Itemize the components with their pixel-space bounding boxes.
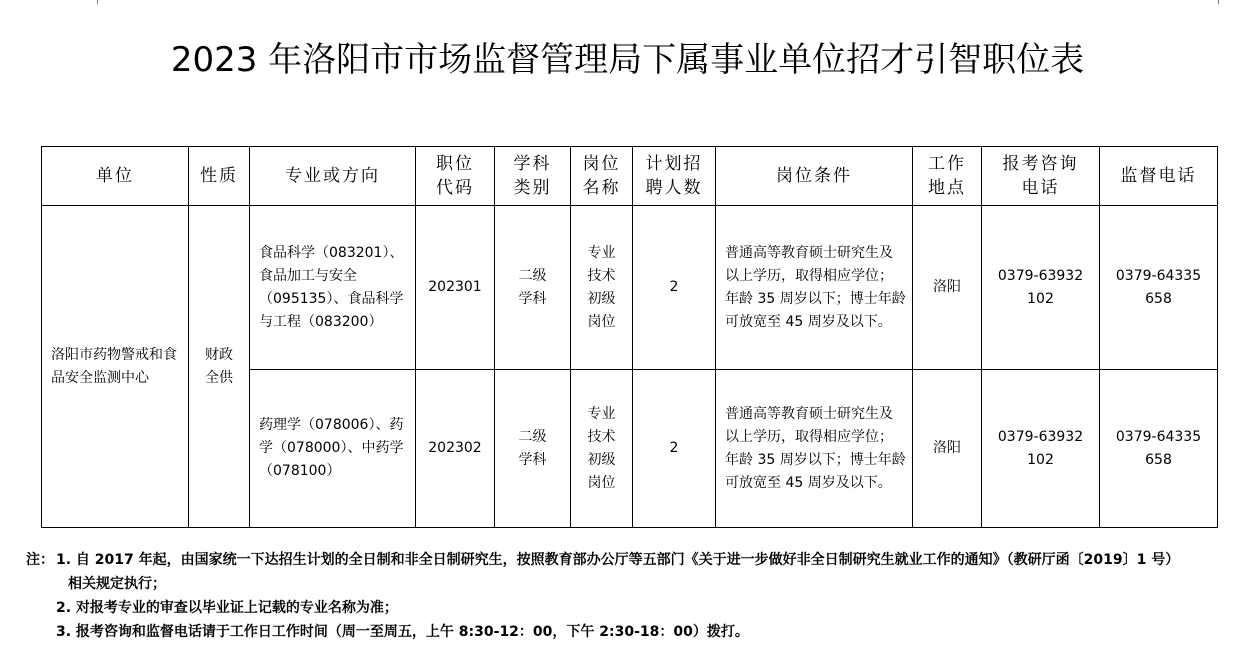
nature-cell: 财政全供 (189, 206, 250, 528)
post-name-cell: 专业技术初级岗位 (571, 370, 633, 528)
note-item-2 (26, 596, 1241, 620)
table-row (42, 206, 1218, 370)
job-table (41, 146, 1218, 528)
header-subject: 学科类别 (495, 147, 571, 206)
header-location: 工作地点 (913, 147, 982, 206)
crop-mark-left (97, 0, 98, 4)
header-phone: 报考咨询电话 (982, 147, 1100, 206)
notes-section (26, 548, 1241, 644)
major-cell: 药理学（078006）、药学（078000）、中药学（078100） (250, 370, 416, 528)
document-title: 2023 年洛阳市市场监督管理局下属事业单位招才引智职位表 (170, 40, 1085, 80)
header-supervise: 监督电话 (1100, 147, 1218, 206)
crop-mark-right (1218, 0, 1219, 4)
header-post-name: 岗位名称 (571, 147, 633, 206)
post-name-cell: 专业技术初级岗位 (571, 206, 633, 370)
unit-cell: 洛阳市药物警戒和食品安全监测中心 (42, 206, 189, 528)
supervise-cell: 0379-64335658 (1100, 370, 1218, 528)
phone-cell: 0379-63932102 (982, 370, 1100, 528)
header-nature: 性质 (189, 147, 250, 206)
header-unit: 单位 (42, 147, 189, 206)
conditions-cell: 普通高等教育硕士研究生及以上学历，取得相应学位；年龄 35 周岁以下；博士年龄可放宽至 45 周岁及以下。 (716, 206, 913, 370)
header-code: 职位代码 (416, 147, 495, 206)
code-cell: 202301 (416, 206, 495, 370)
phone-cell: 0379-63932102 (982, 206, 1100, 370)
location-cell: 洛阳 (913, 370, 982, 528)
supervise-cell: 0379-64335658 (1100, 206, 1218, 370)
subject-cell: 二级学科 (495, 206, 571, 370)
code-cell: 202302 (416, 370, 495, 528)
location-cell: 洛阳 (913, 206, 982, 370)
count-cell: 2 (633, 370, 716, 528)
header-conditions: 岗位条件 (716, 147, 913, 206)
subject-cell: 二级学科 (495, 370, 571, 528)
note-text: 1. 自 2017 年起，由国家统一下达招生计划的全日制和非全日制研究生，按照教育部办公厅等五部门《关于进一步做好非全日制研究生就业工作的通知》（教研厅函〔2019〕1 号） (56, 552, 1180, 568)
note-text: 3. 报考咨询和监督电话请于工作日工作时间（周一至周五，上午 8:30-12：00，下午 2:30-18：00）拨打。 (56, 624, 749, 640)
note-item-3 (26, 620, 1241, 644)
note-item-1 (26, 548, 1241, 572)
header-count: 计划招聘人数 (633, 147, 716, 206)
count-cell: 2 (633, 206, 716, 370)
major-cell: 食品科学（083201）、食品加工与安全（095135）、食品科学与工程（083200） (250, 206, 416, 370)
header-major: 专业或方向 (250, 147, 416, 206)
notes-prefix: 注： (26, 552, 54, 568)
note-text: 2. 对报考专业的审查以毕业证上记载的专业名称为准； (56, 600, 398, 616)
note-item-1-continuation: 相关规定执行； (68, 576, 166, 592)
conditions-cell: 普通高等教育硕士研究生及以上学历，取得相应学位；年龄 35 周岁以下；博士年龄可放宽至 45 周岁及以下。 (716, 370, 913, 528)
table-header-row (42, 147, 1218, 206)
